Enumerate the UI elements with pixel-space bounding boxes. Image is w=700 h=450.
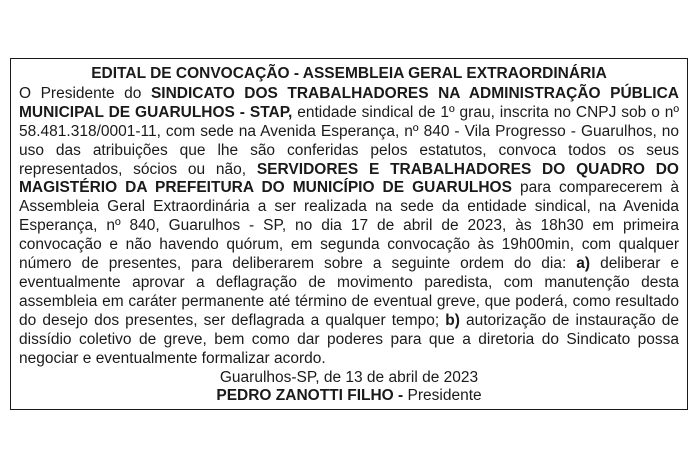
agenda-item-a: deliberar e eventualmente aprovar a deflagração de movimento paredista, com manutenção desta assembleia em caráter permanente até término de eventual greve, que poderá, como resultado do desejo dos presentes, ser deflagrada a qualquer tempo;: [19, 255, 680, 329]
signatory-role: Presidente: [403, 387, 482, 405]
union-name: SINDICATO DOS TRABALHADORES NA ADMINISTRAÇÃO PÚBLICA MUNICIPAL DE GUARULHOS - STAP,: [19, 84, 679, 121]
notice-body: [19, 85, 679, 369]
convened-group: SERVIDORES E TRABALHADORES DO QUADRO DO MAGISTÉRIO DA PREFEITURA DO MUNICÍPIO DE GUARULHOS: [19, 160, 679, 197]
notice-title: EDITAL DE CONVOCAÇÃO - ASSEMBLEIA GERAL EXTRAORDINÁRIA: [91, 65, 607, 82]
body-segment: entidade sindical de 1º grau, inscrita no CNPJ sob o nº 58.481.318/0001-11, com sede na Avenida Esperança, nº 840 - Vila Progresso - Guarulhos, no uso das atribuições que lhe são conferidas pelos estatutos, convoca todos os seus representados, sócios ou não,: [19, 103, 679, 178]
body-segment: O Presidente do: [19, 84, 151, 102]
signatory-name: PEDRO ZANOTTI FILHO -: [216, 387, 404, 405]
convocation-notice: [10, 58, 688, 410]
body-segment: para comparecerem à Assembleia Geral Extraordinária a ser realizada na sede da entidade sindical, na Avenida Esperança, nº 840, Guarulhos - SP, no dia 17 de abril de 2023, às 18h30 em primeira convocação e não havendo quórum, em segunda convocação às 19h00min, com qualquer número de presentes, para deliberarem sobre a seguinte ordem do dia:: [19, 179, 679, 273]
agenda-item-a-marker: a): [576, 255, 591, 273]
signature-line: [19, 387, 679, 406]
place-date: Guarulhos-SP, de 13 de abril de 2023: [219, 368, 479, 386]
agenda-item-b-marker: b): [445, 311, 460, 329]
agenda-item-b: autorização de instauração de dissídio coletivo de greve, bem como dar poderes para que a diretoria do Sindicato possa negociar e eventualmente formalizar acordo.: [19, 311, 679, 367]
